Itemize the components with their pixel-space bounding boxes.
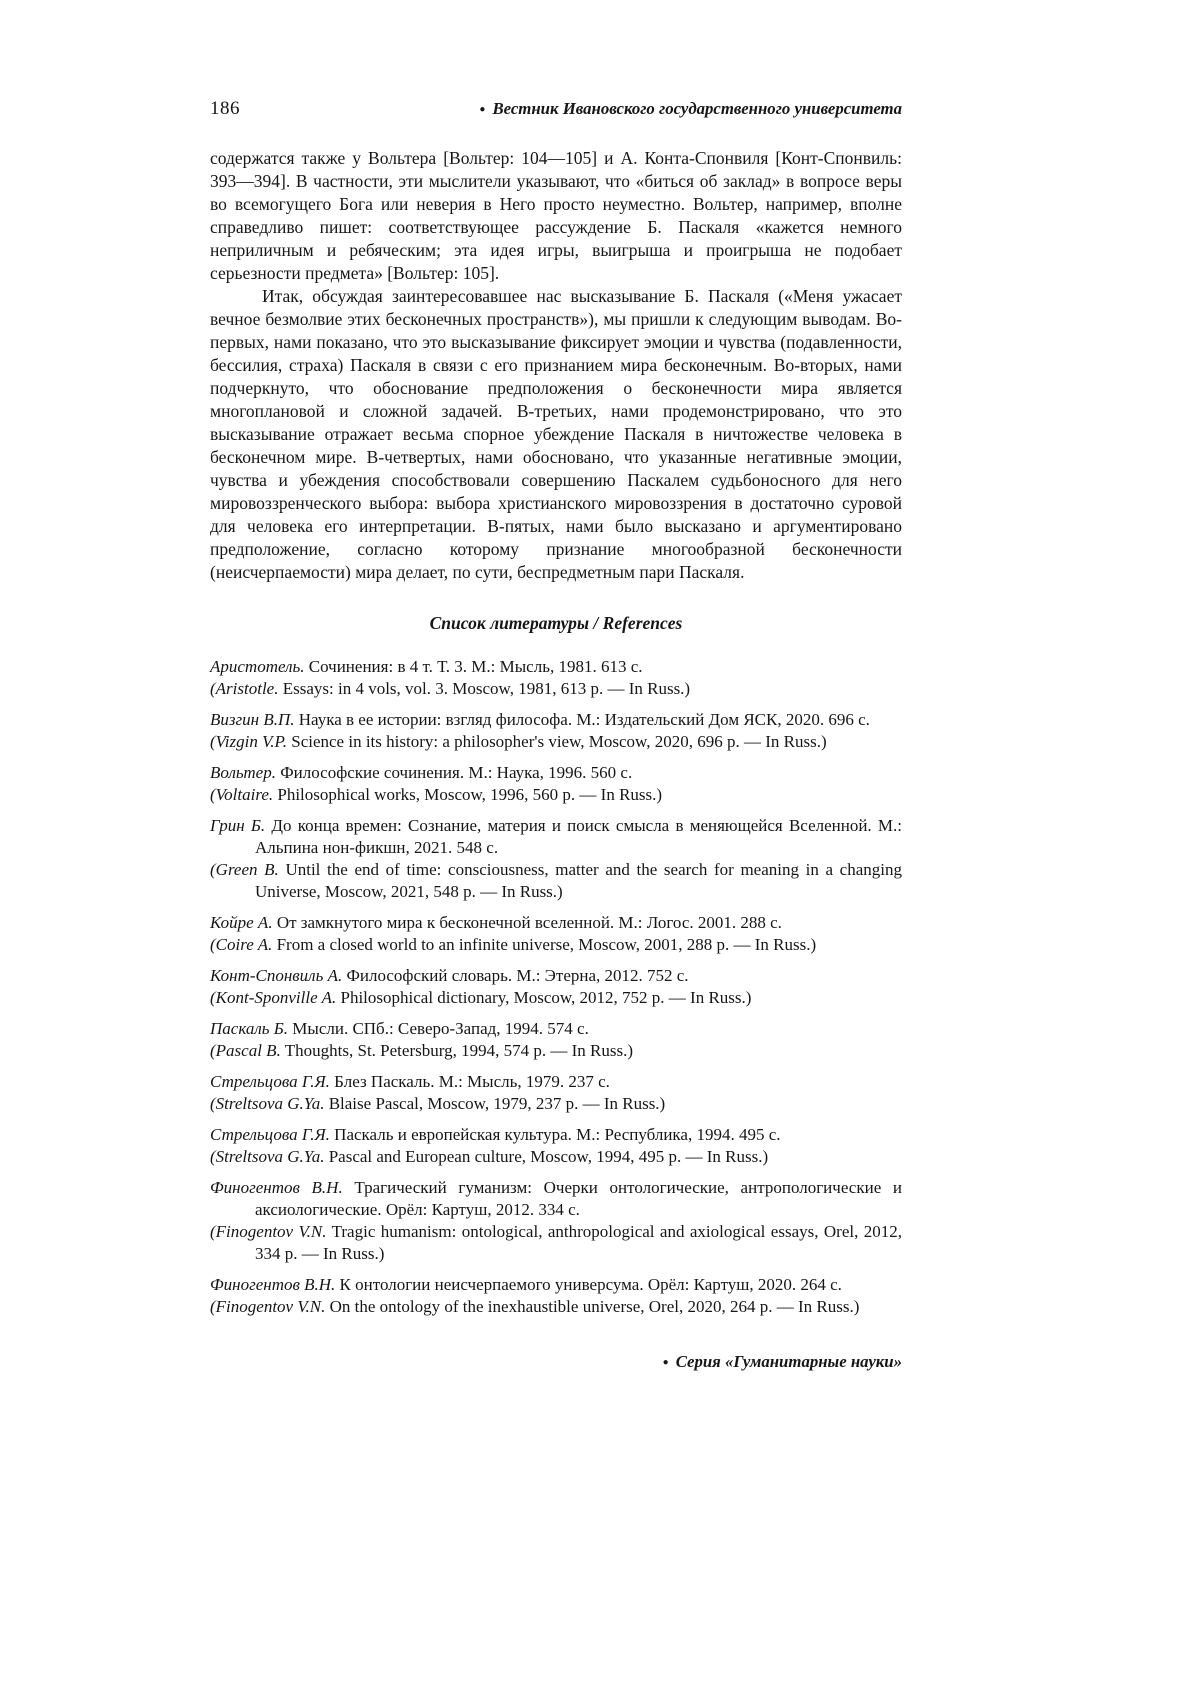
reference-en-text: Philosophical works, Moscow, 1996, 560 p. — In Russ.): [277, 785, 663, 804]
reference-en-author: (Aristotle.: [210, 679, 279, 698]
page-number: 186: [210, 98, 240, 119]
reference-ru-text: Трагический гуманизм: Очерки онтологические, антропологические и аксиологические. Орёл: Картуш, 2012. 334 с.: [255, 1178, 902, 1219]
reference-ru-text: К онтологии неисчерпаемого универсума. Орёл: Картуш, 2020. 264 с.: [339, 1275, 842, 1294]
reference-ru-text: Философский словарь. М.: Этерна, 2012. 752 с.: [346, 966, 689, 985]
running-title-text: Вестник Ивановского государственного университета: [492, 99, 902, 118]
reference-item: [210, 1177, 902, 1265]
reference-item: [210, 1071, 902, 1115]
reference-en-text: Science in its history: a philosopher's view, Moscow, 2020, 696 p. — In Russ.): [291, 732, 827, 751]
reference-ru: [210, 1071, 902, 1093]
reference-ru-text: Философские сочинения. М.: Наука, 1996. 560 с.: [280, 763, 633, 782]
reference-item: [210, 1274, 902, 1318]
reference-ru-author: Финогентов В.Н.: [210, 1178, 343, 1197]
reference-en-author: (Coire A.: [210, 935, 273, 954]
reference-ru-author: Стрельцова Г.Я.: [210, 1072, 330, 1091]
reference-ru: [210, 1018, 902, 1040]
reference-ru-author: Грин Б.: [210, 816, 266, 835]
reference-ru-text: До конца времен: Сознание, материя и поиск смысла в меняющейся Вселенной. М.: Альпина нон-фикшн, 2021. 548 с.: [255, 816, 903, 857]
references-heading: Список литературы / References: [429, 613, 683, 633]
bullet-icon: ●: [479, 103, 486, 115]
reference-ru-text: От замкнутого мира к бесконечной вселенной. М.: Логос. 2001. 288 с.: [276, 913, 782, 932]
reference-ru: [210, 709, 902, 731]
reference-ru-author: Конт-Спонвиль А.: [210, 966, 343, 985]
body-paragraph: Итак, обсуждая заинтересовавшее нас высказывание Б. Паскаля («Меня ужасает вечное безмолвие этих бесконечных пространств»), мы пришли к следующим выводам. Во-первых, нами показано, что это высказывание фиксирует эмоции и чувства (подавленности, бессилия, страха) Паскаля в связи с его признанием мира бесконечным. Во-вторых, нами подчеркнуто, что обоснование предположения о бесконечности мира является многоплановой и сложной задачей. В-третьих, нами продемонстрировано, что это высказывание отражает весьма спорное убеждение Паскаля в ничтожестве человека в бесконечном мире. В-четвертых, нами обосновано, что указанные негативные эмоции, чувства и убеждения способствовали совершению Паскалем судьбоносного для него мировоззренческого выбора: выбора христианского мировоззрения в достаточно суровой для человека его интерпретации. В-пятых, нами было высказано и аргументировано предположение, согласно которому признание многообразной бесконечности (неисчерпаемости) мира делает, по сути, беспредметным пари Паскаля.: [210, 286, 902, 582]
reference-ru-author: Аристотель.: [210, 657, 305, 676]
reference-en-text: Pascal and European culture, Moscow, 1994, 495 p. — In Russ.): [328, 1147, 769, 1166]
reference-en-text: Essays: in 4 vols, vol. 3. Moscow, 1981, 613 p. — In Russ.): [282, 679, 691, 698]
bullet-icon: ●: [662, 1356, 669, 1368]
reference-ru: [210, 815, 902, 859]
footer-series-text: Серия «Гуманитарные науки»: [675, 1352, 902, 1371]
reference-en: [210, 1221, 902, 1265]
reference-item: [210, 709, 902, 753]
page-content: [210, 98, 902, 1327]
reference-ru: [210, 656, 902, 678]
reference-item: [210, 762, 902, 806]
reference-ru-text: Блез Паскаль. М.: Мысль, 1979. 237 с.: [334, 1072, 610, 1091]
reference-en: [210, 934, 902, 956]
reference-ru: [210, 912, 902, 934]
reference-ru: [210, 1274, 902, 1296]
reference-en: [210, 1146, 902, 1168]
reference-ru: [210, 762, 902, 784]
reference-ru-text: Мысли. СПб.: Северо-Запад, 1994. 574 с.: [292, 1019, 589, 1038]
reference-en-author: (Voltaire.: [210, 785, 274, 804]
reference-ru-author: Паскаль Б.: [210, 1019, 289, 1038]
reference-en: [210, 1040, 902, 1062]
reference-en: [210, 1296, 902, 1318]
reference-en-text: Tragic humanism: ontological, anthropological and axiological essays, Orel, 2012, 334 p. — In Russ.): [255, 1222, 902, 1263]
body-paragraph: содержатся также у Вольтера [Вольтер: 104—105] и А. Конта-Спонвиля [Конт-Спонвиль: 393—394]. В частности, эти мыслители указывают, что «биться об заклад» в вопросе веры во всемогущего Бога или неверия в Него просто неуместно. Вольтер, например, вполне справедливо пишет: соответствующее рассуждение Б. Паскаля «кажется немного неприличным и ребяческим; эта идея игры, выигрыша и проигрыша не подобает серьезности предмета» [Вольтер: 105].: [210, 148, 902, 283]
reference-ru-author: Койре А.: [210, 913, 273, 932]
reference-en: [210, 1093, 902, 1115]
reference-en-author: (Green B.: [210, 860, 279, 879]
reference-en-author: (Finogentov V.N.: [210, 1297, 326, 1316]
reference-en-text: Thoughts, St. Petersburg, 1994, 574 p. — In Russ.): [284, 1041, 633, 1060]
reference-en-author: (Streltsova G.Ya.: [210, 1147, 325, 1166]
reference-item: [210, 1018, 902, 1062]
reference-en-text: Blaise Pascal, Moscow, 1979, 237 p. — In Russ.): [328, 1094, 666, 1113]
page-footer: [663, 1352, 902, 1372]
reference-en: [210, 731, 902, 753]
reference-ru-author: Вольтер.: [210, 763, 276, 782]
reference-en: [210, 678, 902, 700]
page-header: [210, 98, 902, 120]
reference-ru-text: Паскаль и европейская культура. М.: Республика, 1994. 495 с.: [334, 1125, 781, 1144]
reference-item: [210, 815, 902, 903]
reference-item: [210, 965, 902, 1009]
reference-ru-author: Визгин В.П.: [210, 710, 295, 729]
reference-ru: [210, 1177, 902, 1221]
reference-item: [210, 1124, 902, 1168]
reference-en-text: On the ontology of the inexhaustible universe, Orel, 2020, 264 p. — In Russ.): [329, 1297, 860, 1316]
reference-ru-text: Сочинения: в 4 т. Т. 3. М.: Мысль, 1981. 613 с.: [308, 657, 643, 676]
reference-ru-author: Стрельцова Г.Я.: [210, 1125, 330, 1144]
article-body: [210, 147, 902, 1318]
reference-ru: [210, 965, 902, 987]
reference-en: [210, 784, 902, 806]
reference-item: [210, 656, 902, 700]
running-title: [479, 99, 902, 119]
reference-en-text: Philosophical dictionary, Moscow, 2012, 752 p. — In Russ.): [340, 988, 752, 1007]
reference-en-author: (Vizgin V.P.: [210, 732, 287, 751]
reference-ru: [210, 1124, 902, 1146]
references-list: [210, 656, 902, 1318]
reference-ru-text: Наука в ее истории: взгляд философа. М.: Издательский Дом ЯСК, 2020. 696 с.: [298, 710, 870, 729]
reference-en-text: From a closed world to an infinite universe, Moscow, 2001, 288 p. — In Russ.): [276, 935, 817, 954]
reference-en-author: (Finogentov V.N.: [210, 1222, 327, 1241]
reference-ru-author: Финогентов В.Н.: [210, 1275, 336, 1294]
reference-en-author: (Kont-Sponville A.: [210, 988, 337, 1007]
reference-en-author: (Streltsova G.Ya.: [210, 1094, 325, 1113]
reference-en: [210, 987, 902, 1009]
reference-en-text: Until the end of time: consciousness, matter and the search for meaning in a changing Universe, Moscow, 2021, 548 p. — In Russ.): [255, 860, 902, 901]
reference-en-author: (Pascal B.: [210, 1041, 281, 1060]
reference-en: [210, 859, 902, 903]
reference-item: [210, 912, 902, 956]
